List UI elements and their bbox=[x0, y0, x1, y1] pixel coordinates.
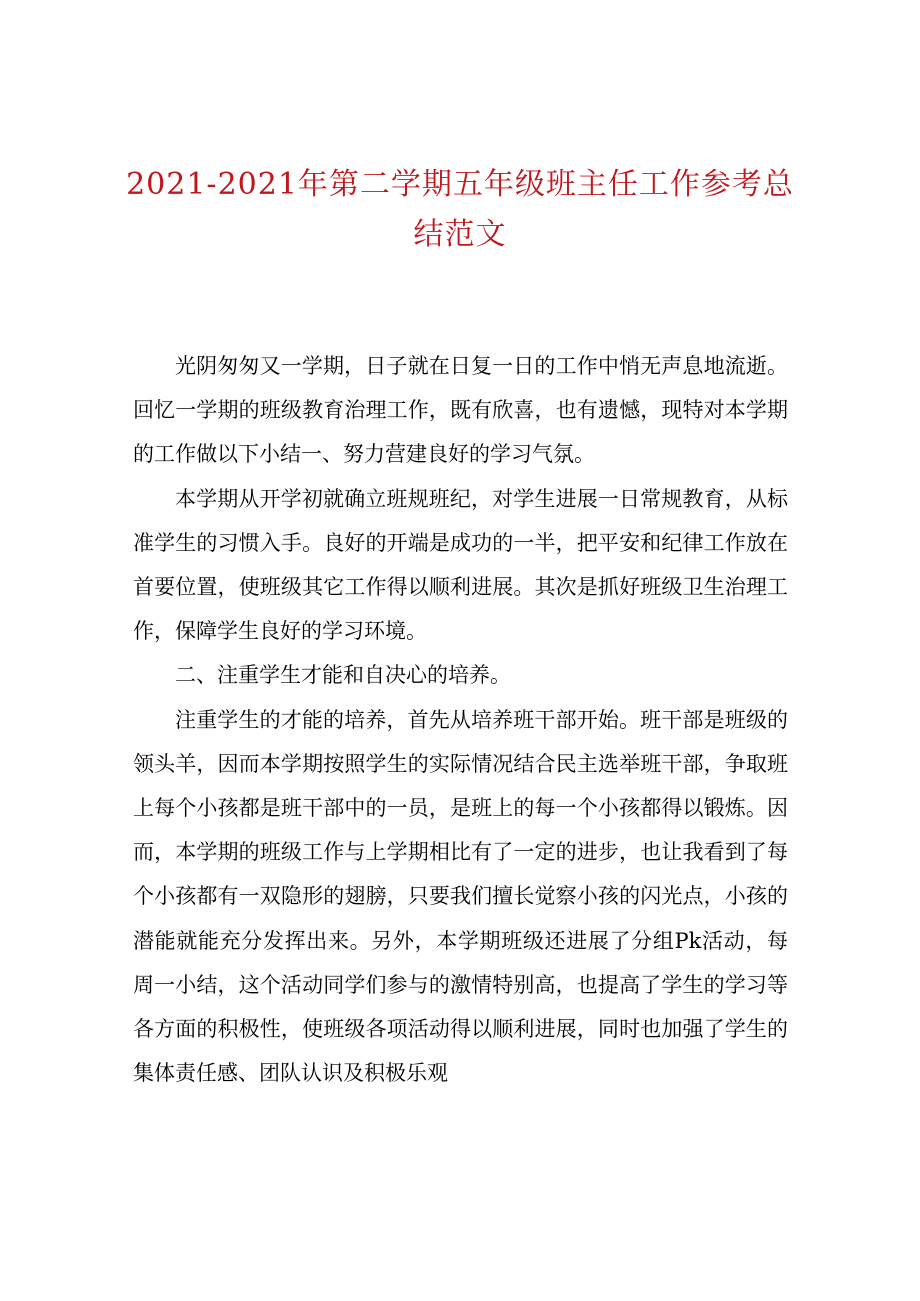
document-title: 2021-2021年第二学期五年级班主任工作参考总结范文 bbox=[126, 167, 794, 252]
paragraph-intro: 光阴匆匆又一学期，日子就在日复一日的工作中悄无声息地流逝。回忆一学期的班级教育治理工作，既有欣喜，也有遗憾，现特对本学期的工作做以下小结一、努力营建良好的学习气氛。 bbox=[133, 354, 788, 467]
document-body bbox=[133, 344, 788, 1095]
paragraph-class-rules: 本学期从开学初就确立班规班纪，对学生进展一日常规教育，从标准学生的习惯入手。良好的开端是成功的一半，把平安和纪律工作放在首要位置，使班级其它工作得以顺利进展。其次是抓好班级卫生治理工作，保障学生良好的学习环境。 bbox=[133, 486, 788, 644]
paragraph-class-leaders: 注重学生的才能的培养，首先从培养班干部开始。班干部是班级的领头羊，因而本学期按照学生的实际情况结合民主选举班干部，争取班上每个小孩都是班干部中的一员，是班上的每一个小孩都得以锻炼。因而，本学期的班级工作与上学期相比有了一定的进步，也让我看到了每个小孩都有一双隐形的翅膀，只要我们擅长觉察小孩的闪光点，小孩的潜能就能充分发挥出来。另外，本学期班级还进展了分组Pk活动，每周一小结，这个活动同学们参与的激情特别高，也提高了学生的学习等各方面的积极性，使班级各项活动得以顺利进展，同时也加强了学生的集体责任感、团队认识及积极乐观 bbox=[133, 707, 788, 1086]
section-heading-abilities: 二、注重学生才能和自决心的培养。 bbox=[175, 663, 511, 688]
